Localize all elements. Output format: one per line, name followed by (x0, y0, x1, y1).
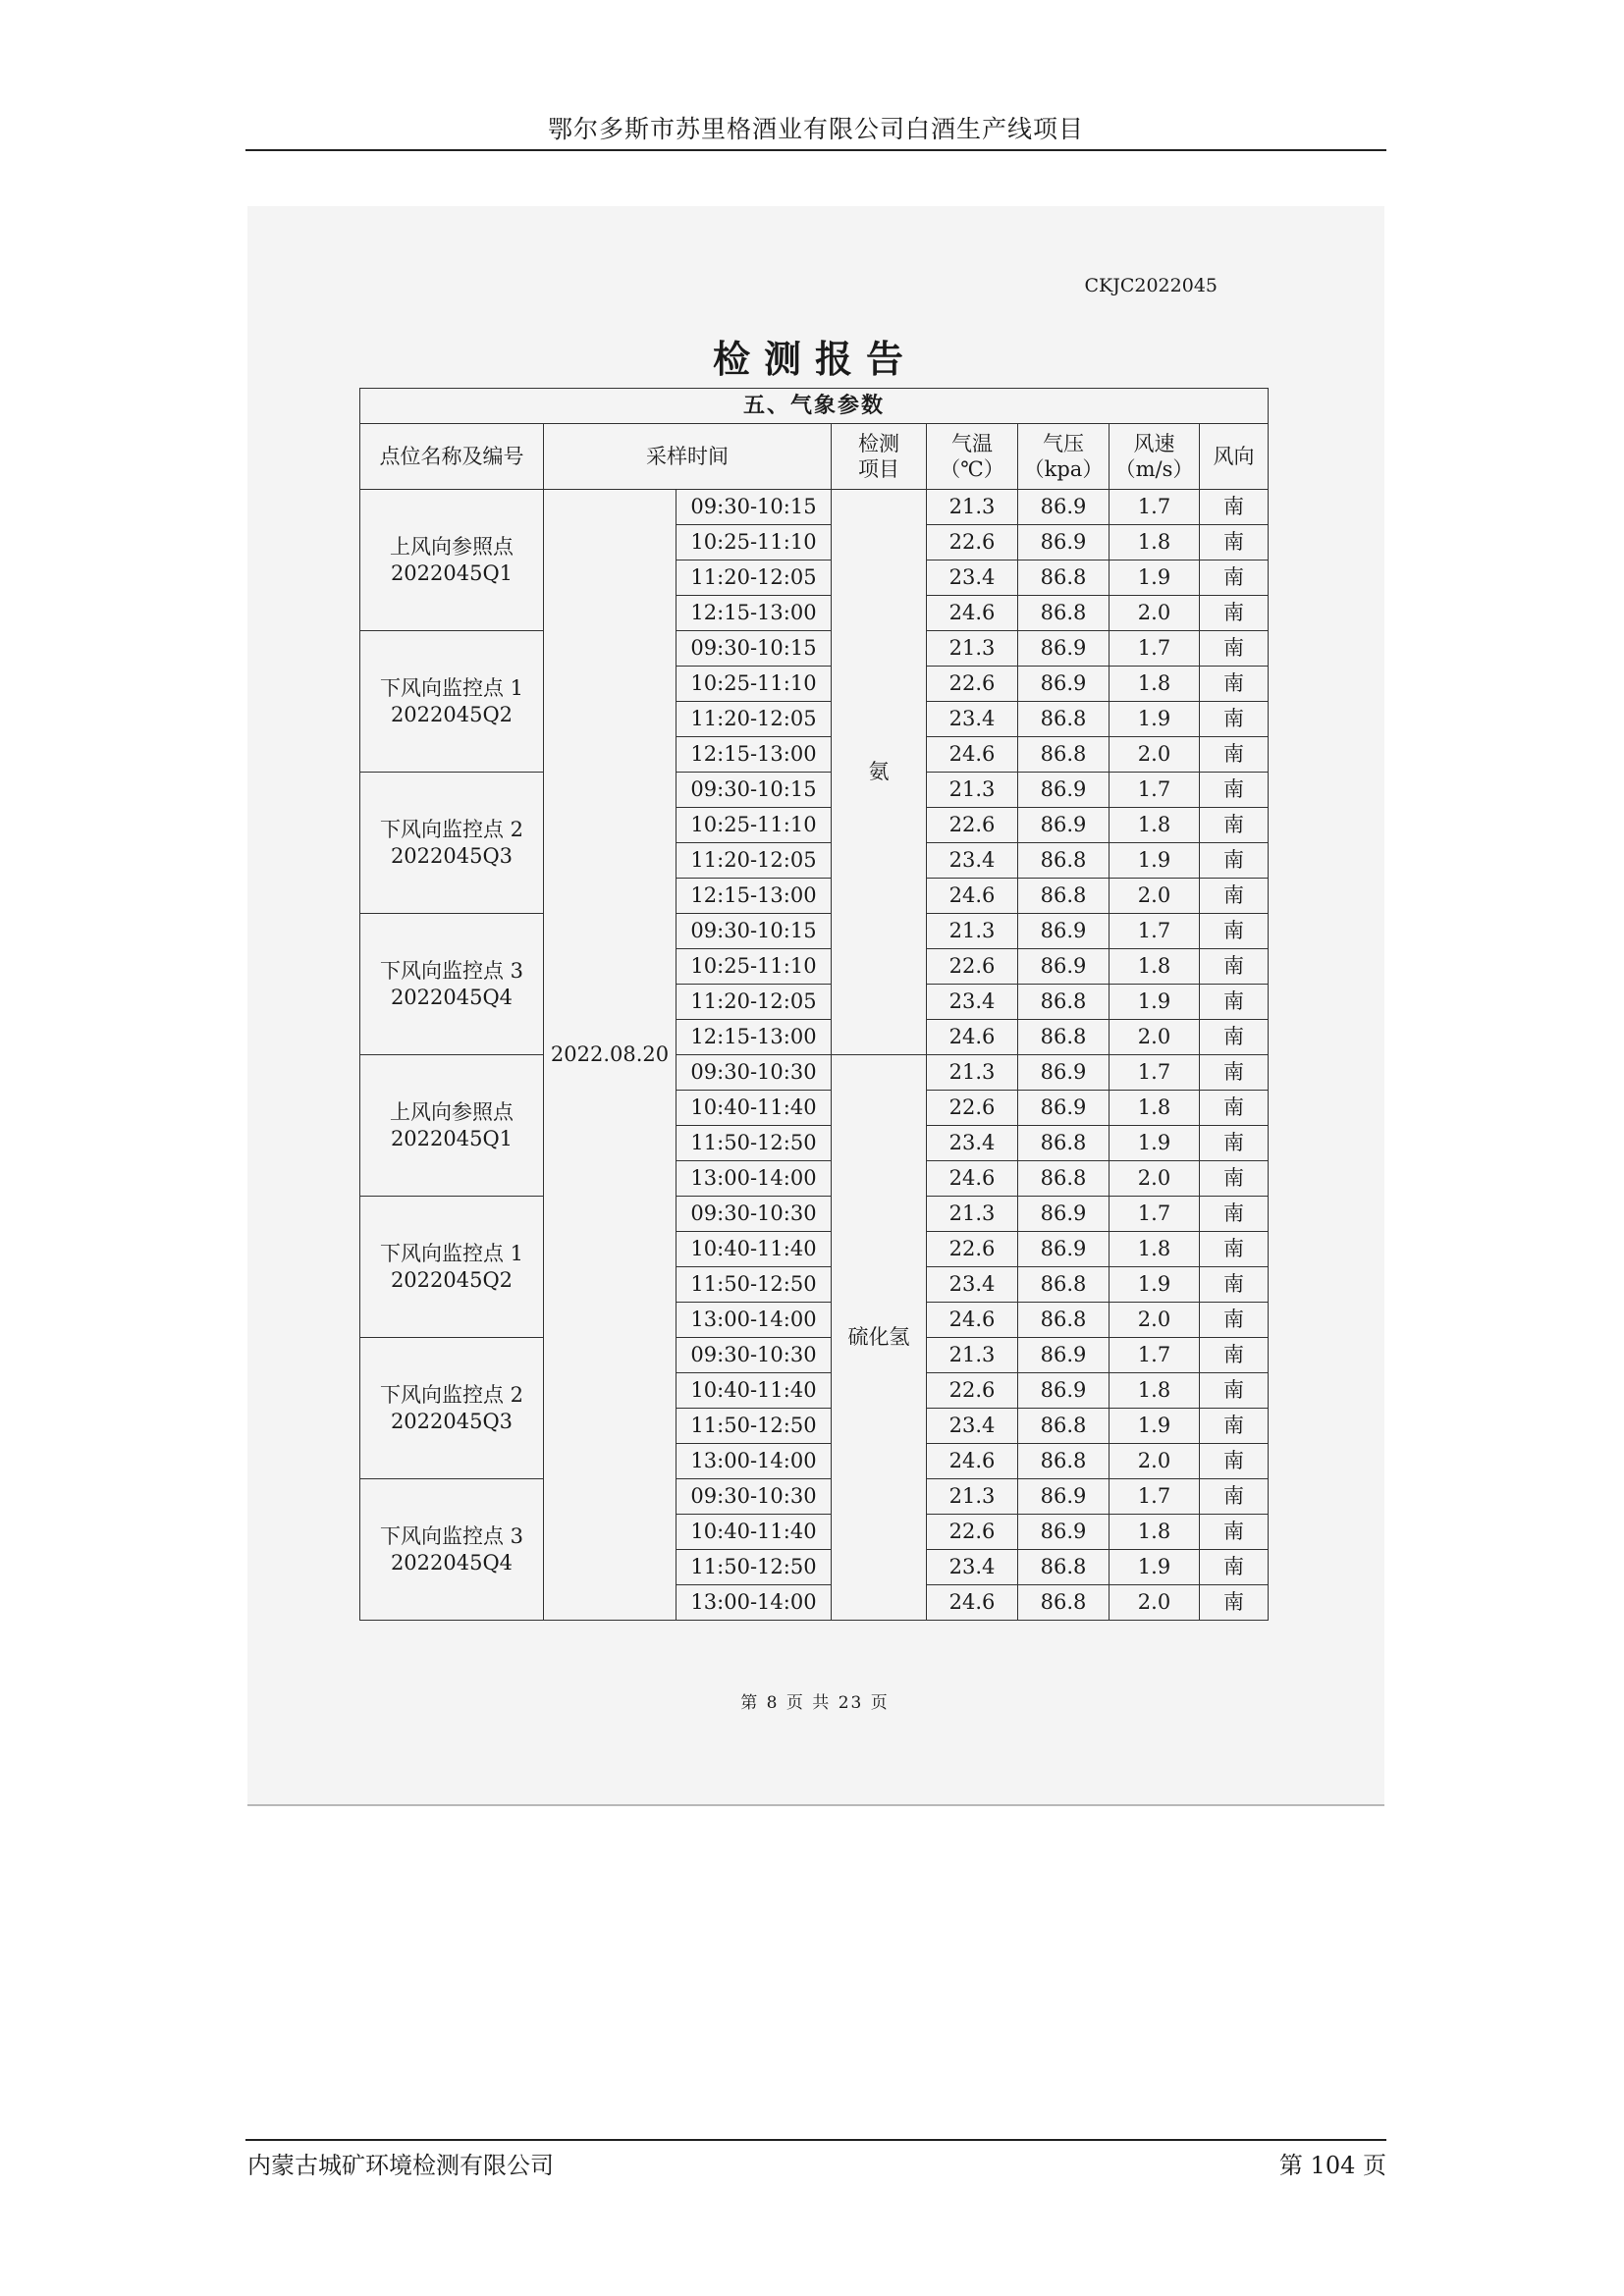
temperature-value: 23.4 (927, 702, 1018, 737)
temperature-value: 23.4 (927, 1409, 1018, 1444)
sampling-time: 09:30-10:30 (677, 1479, 832, 1515)
sampling-time: 11:20-12:05 (677, 985, 832, 1020)
temperature-value: 22.6 (927, 1373, 1018, 1409)
pressure-value: 86.8 (1018, 596, 1110, 631)
temperature-value: 22.6 (927, 525, 1018, 561)
point-code: 2022045Q4 (390, 1550, 514, 1575)
wind-speed-value: 1.8 (1110, 1373, 1200, 1409)
wind-speed-value: 1.9 (1110, 985, 1200, 1020)
table-row (360, 490, 1269, 525)
header-test-item (832, 424, 927, 490)
point-cell (360, 773, 544, 914)
wind-speed-value: 1.8 (1110, 1091, 1200, 1126)
temperature-value: 22.6 (927, 1232, 1018, 1267)
wind-speed-value: 2.0 (1110, 1585, 1200, 1621)
temperature-value: 24.6 (927, 1303, 1018, 1338)
sampling-time: 09:30-10:15 (677, 773, 832, 808)
sampling-time: 11:50-12:50 (677, 1267, 832, 1303)
pressure-value: 86.9 (1018, 631, 1110, 667)
pressure-value: 86.9 (1018, 1197, 1110, 1232)
wind-speed-value: 1.7 (1110, 490, 1200, 525)
pressure-value: 86.8 (1018, 1585, 1110, 1621)
table-row (360, 1055, 1269, 1091)
point-name: 下风向监控点 2 (379, 1383, 524, 1408)
wind-speed-value: 1.7 (1110, 1479, 1200, 1515)
point-cell (360, 1338, 544, 1479)
temperature-value: 24.6 (927, 737, 1018, 773)
point-cell (360, 1479, 544, 1621)
wind-direction-value: 南 (1200, 1479, 1269, 1515)
temperature-value: 23.4 (927, 985, 1018, 1020)
wind-direction-value: 南 (1200, 667, 1269, 702)
sampling-time: 11:20-12:05 (677, 702, 832, 737)
wind-speed-value: 1.7 (1110, 1338, 1200, 1373)
sampling-time: 09:30-10:30 (677, 1338, 832, 1373)
wind-direction-value: 南 (1200, 1126, 1269, 1161)
test-item-hydrogen-sulfide: 硫化氢 (832, 1055, 927, 1621)
sampling-time: 09:30-10:30 (677, 1055, 832, 1091)
point-cell (360, 914, 544, 1055)
pressure-value: 86.9 (1018, 808, 1110, 843)
wind-direction-value: 南 (1200, 1020, 1269, 1055)
sampling-time: 10:40-11:40 (677, 1373, 832, 1409)
sampling-time: 12:15-13:00 (677, 1020, 832, 1055)
table-row (360, 1479, 1269, 1515)
header-test-item-line2: 项目 (858, 457, 899, 481)
temperature-value: 23.4 (927, 561, 1018, 596)
wind-speed-value: 2.0 (1110, 1303, 1200, 1338)
sampling-time: 13:00-14:00 (677, 1303, 832, 1338)
section-title-row (360, 389, 1269, 424)
wind-direction-value: 南 (1200, 1585, 1269, 1621)
pressure-value: 86.8 (1018, 1409, 1110, 1444)
table-header-row (360, 424, 1269, 490)
pressure-value: 86.9 (1018, 1232, 1110, 1267)
point-code: 2022045Q3 (390, 1409, 514, 1433)
pressure-value: 86.8 (1018, 843, 1110, 879)
wind-speed-value: 1.8 (1110, 1232, 1200, 1267)
wind-direction-value: 南 (1200, 1197, 1269, 1232)
wind-direction-value: 南 (1200, 1444, 1269, 1479)
temperature-value: 22.6 (927, 667, 1018, 702)
point-code: 2022045Q1 (390, 1126, 514, 1150)
temperature-value: 24.6 (927, 1161, 1018, 1197)
point-name: 下风向监控点 3 (379, 1524, 524, 1549)
header-wind-direction: 风向 (1200, 424, 1269, 490)
point-name: 下风向监控点 3 (379, 959, 524, 984)
point-name: 下风向监控点 1 (379, 1242, 524, 1266)
temperature-value: 21.3 (927, 773, 1018, 808)
temperature-value: 21.3 (927, 490, 1018, 525)
point-name: 下风向监控点 2 (379, 818, 524, 842)
pressure-value: 86.9 (1018, 1479, 1110, 1515)
wind-speed-value: 1.8 (1110, 949, 1200, 985)
wind-direction-value: 南 (1200, 525, 1269, 561)
point-cell (360, 631, 544, 773)
pressure-value: 86.9 (1018, 667, 1110, 702)
pressure-value: 86.8 (1018, 985, 1110, 1020)
footer-company: 内蒙古城矿环境检测有限公司 (247, 2152, 554, 2179)
point-cell (360, 1197, 544, 1338)
sampling-time: 10:40-11:40 (677, 1091, 832, 1126)
temperature-value: 24.6 (927, 1444, 1018, 1479)
report-page-indicator: 第 8 页 共 23 页 (740, 1693, 890, 1713)
pressure-value: 86.8 (1018, 1444, 1110, 1479)
header-wind-speed-line2: （m/s） (1114, 457, 1194, 481)
sampling-time: 11:20-12:05 (677, 843, 832, 879)
sampling-time: 09:30-10:15 (677, 914, 832, 949)
wind-direction-value: 南 (1200, 808, 1269, 843)
pressure-value: 86.9 (1018, 490, 1110, 525)
pressure-value: 86.9 (1018, 1055, 1110, 1091)
wind-speed-value: 1.9 (1110, 1550, 1200, 1585)
pressure-value: 86.8 (1018, 561, 1110, 596)
wind-direction-value: 南 (1200, 949, 1269, 985)
sampling-time: 13:00-14:00 (677, 1585, 832, 1621)
wind-speed-value: 2.0 (1110, 879, 1200, 914)
wind-direction-value: 南 (1200, 737, 1269, 773)
header-temperature (927, 424, 1018, 490)
sampling-time: 10:40-11:40 (677, 1232, 832, 1267)
temperature-value: 24.6 (927, 1020, 1018, 1055)
wind-speed-value: 2.0 (1110, 1444, 1200, 1479)
wind-direction-value: 南 (1200, 1409, 1269, 1444)
table-row (360, 773, 1269, 808)
header-temperature-line1: 气温 (951, 431, 993, 455)
pressure-value: 86.9 (1018, 914, 1110, 949)
sampling-time: 09:30-10:15 (677, 490, 832, 525)
wind-speed-value: 1.7 (1110, 1055, 1200, 1091)
wind-speed-value: 2.0 (1110, 737, 1200, 773)
wind-speed-value: 1.7 (1110, 1197, 1200, 1232)
temperature-value: 24.6 (927, 596, 1018, 631)
sampling-time: 10:25-11:10 (677, 808, 832, 843)
footer-page-number: 第 104 页 (1278, 2152, 1386, 2179)
wind-direction-value: 南 (1200, 843, 1269, 879)
wind-speed-value: 1.7 (1110, 773, 1200, 808)
sampling-time: 12:15-13:00 (677, 596, 832, 631)
temperature-value: 21.3 (927, 1055, 1018, 1091)
wind-speed-value: 2.0 (1110, 596, 1200, 631)
pressure-value: 86.9 (1018, 1338, 1110, 1373)
pressure-value: 86.9 (1018, 773, 1110, 808)
temperature-value: 24.6 (927, 879, 1018, 914)
wind-direction-value: 南 (1200, 702, 1269, 737)
pressure-value: 86.8 (1018, 1303, 1110, 1338)
temperature-value: 21.3 (927, 914, 1018, 949)
pressure-value: 86.9 (1018, 1091, 1110, 1126)
wind-direction-value: 南 (1200, 561, 1269, 596)
pressure-value: 86.8 (1018, 1267, 1110, 1303)
pressure-value: 86.8 (1018, 1550, 1110, 1585)
sampling-date: 2022.08.20 (544, 490, 677, 1621)
temperature-value: 22.6 (927, 949, 1018, 985)
section-title: 五、气象参数 (360, 389, 1269, 424)
sampling-time: 11:20-12:05 (677, 561, 832, 596)
test-item-ammonia: 氨 (832, 490, 927, 1055)
wind-direction-value: 南 (1200, 1267, 1269, 1303)
table-row (360, 631, 1269, 667)
wind-speed-value: 1.9 (1110, 1126, 1200, 1161)
temperature-value: 21.3 (927, 1338, 1018, 1373)
temperature-value: 24.6 (927, 1585, 1018, 1621)
pressure-value: 86.8 (1018, 1020, 1110, 1055)
point-name: 上风向参照点 (390, 1100, 514, 1125)
header-pressure (1018, 424, 1110, 490)
temperature-value: 22.6 (927, 808, 1018, 843)
wind-direction-value: 南 (1200, 1373, 1269, 1409)
wind-direction-value: 南 (1200, 1303, 1269, 1338)
pressure-value: 86.8 (1018, 702, 1110, 737)
temperature-value: 21.3 (927, 631, 1018, 667)
sampling-time: 13:00-14:00 (677, 1161, 832, 1197)
point-code: 2022045Q2 (390, 702, 514, 726)
sampling-time: 13:00-14:00 (677, 1444, 832, 1479)
wind-direction-value: 南 (1200, 879, 1269, 914)
point-code: 2022045Q2 (390, 1267, 514, 1292)
sampling-time: 09:30-10:30 (677, 1197, 832, 1232)
wind-speed-value: 1.8 (1110, 808, 1200, 843)
header-sampling-time: 采样时间 (544, 424, 832, 490)
pressure-value: 86.8 (1018, 1161, 1110, 1197)
temperature-value: 22.6 (927, 1091, 1018, 1126)
wind-speed-value: 1.8 (1110, 525, 1200, 561)
temperature-value: 23.4 (927, 1267, 1018, 1303)
point-code: 2022045Q1 (390, 561, 514, 585)
wind-direction-value: 南 (1200, 1055, 1269, 1091)
sampling-time: 11:50-12:50 (677, 1409, 832, 1444)
pressure-value: 86.9 (1018, 525, 1110, 561)
point-code: 2022045Q3 (390, 843, 514, 868)
pressure-value: 86.9 (1018, 1373, 1110, 1409)
sampling-time: 12:15-13:00 (677, 737, 832, 773)
wind-speed-value: 1.8 (1110, 667, 1200, 702)
temperature-value: 23.4 (927, 843, 1018, 879)
wind-speed-value: 1.9 (1110, 561, 1200, 596)
point-name: 下风向监控点 1 (379, 676, 524, 701)
sampling-time: 11:50-12:50 (677, 1550, 832, 1585)
wind-direction-value: 南 (1200, 1338, 1269, 1373)
header-temperature-line2: （℃） (940, 457, 1004, 481)
wind-direction-value: 南 (1200, 1515, 1269, 1550)
sampling-time: 11:50-12:50 (677, 1126, 832, 1161)
point-code: 2022045Q4 (390, 985, 514, 1009)
wind-direction-value: 南 (1200, 490, 1269, 525)
wind-speed-value: 1.9 (1110, 843, 1200, 879)
pressure-value: 86.8 (1018, 737, 1110, 773)
point-name: 上风向参照点 (390, 535, 514, 560)
footer-divider (245, 2139, 1386, 2141)
pressure-value: 86.8 (1018, 879, 1110, 914)
wind-direction-value: 南 (1200, 1091, 1269, 1126)
temperature-value: 22.6 (927, 1515, 1018, 1550)
temperature-value: 23.4 (927, 1126, 1018, 1161)
wind-speed-value: 2.0 (1110, 1161, 1200, 1197)
table-row (360, 1197, 1269, 1232)
header-pressure-line2: （kpa） (1023, 457, 1104, 481)
sampling-time: 12:15-13:00 (677, 879, 832, 914)
scan-bottom-divider (247, 1804, 1384, 1806)
table-row (360, 1338, 1269, 1373)
wind-speed-value: 1.7 (1110, 914, 1200, 949)
wind-speed-value: 1.8 (1110, 1515, 1200, 1550)
wind-speed-value: 1.7 (1110, 631, 1200, 667)
wind-direction-value: 南 (1200, 1161, 1269, 1197)
sampling-time: 10:40-11:40 (677, 1515, 832, 1550)
temperature-value: 23.4 (927, 1550, 1018, 1585)
wind-speed-value: 1.9 (1110, 1409, 1200, 1444)
header-test-item-line1: 检测 (858, 431, 899, 455)
pressure-value: 86.9 (1018, 949, 1110, 985)
wind-direction-value: 南 (1200, 596, 1269, 631)
sampling-time: 10:25-11:10 (677, 667, 832, 702)
wind-direction-value: 南 (1200, 985, 1269, 1020)
sampling-time: 09:30-10:15 (677, 631, 832, 667)
header-wind-speed (1110, 424, 1200, 490)
wind-speed-value: 1.9 (1110, 1267, 1200, 1303)
header-divider (245, 149, 1386, 151)
report-title: 检测报告 (712, 337, 917, 381)
wind-direction-value: 南 (1200, 631, 1269, 667)
document-header-title: 鄂尔多斯市苏里格酒业有限公司白酒生产线项目 (547, 115, 1084, 143)
wind-direction-value: 南 (1200, 1550, 1269, 1585)
table-row (360, 914, 1269, 949)
temperature-value: 21.3 (927, 1197, 1018, 1232)
sampling-time: 10:25-11:10 (677, 949, 832, 985)
wind-speed-value: 2.0 (1110, 1020, 1200, 1055)
sampling-time: 10:25-11:10 (677, 525, 832, 561)
report-code: CKJC2022045 (1084, 275, 1218, 296)
weather-parameters-table (359, 388, 1269, 1621)
temperature-value: 21.3 (927, 1479, 1018, 1515)
point-cell (360, 490, 544, 631)
wind-direction-value: 南 (1200, 914, 1269, 949)
pressure-value: 86.8 (1018, 1126, 1110, 1161)
header-pressure-line1: 气压 (1043, 431, 1084, 455)
wind-direction-value: 南 (1200, 773, 1269, 808)
wind-direction-value: 南 (1200, 1232, 1269, 1267)
point-cell (360, 1055, 544, 1197)
header-wind-speed-line1: 风速 (1133, 431, 1175, 455)
wind-speed-value: 1.9 (1110, 702, 1200, 737)
header-point-name: 点位名称及编号 (360, 424, 544, 490)
pressure-value: 86.9 (1018, 1515, 1110, 1550)
